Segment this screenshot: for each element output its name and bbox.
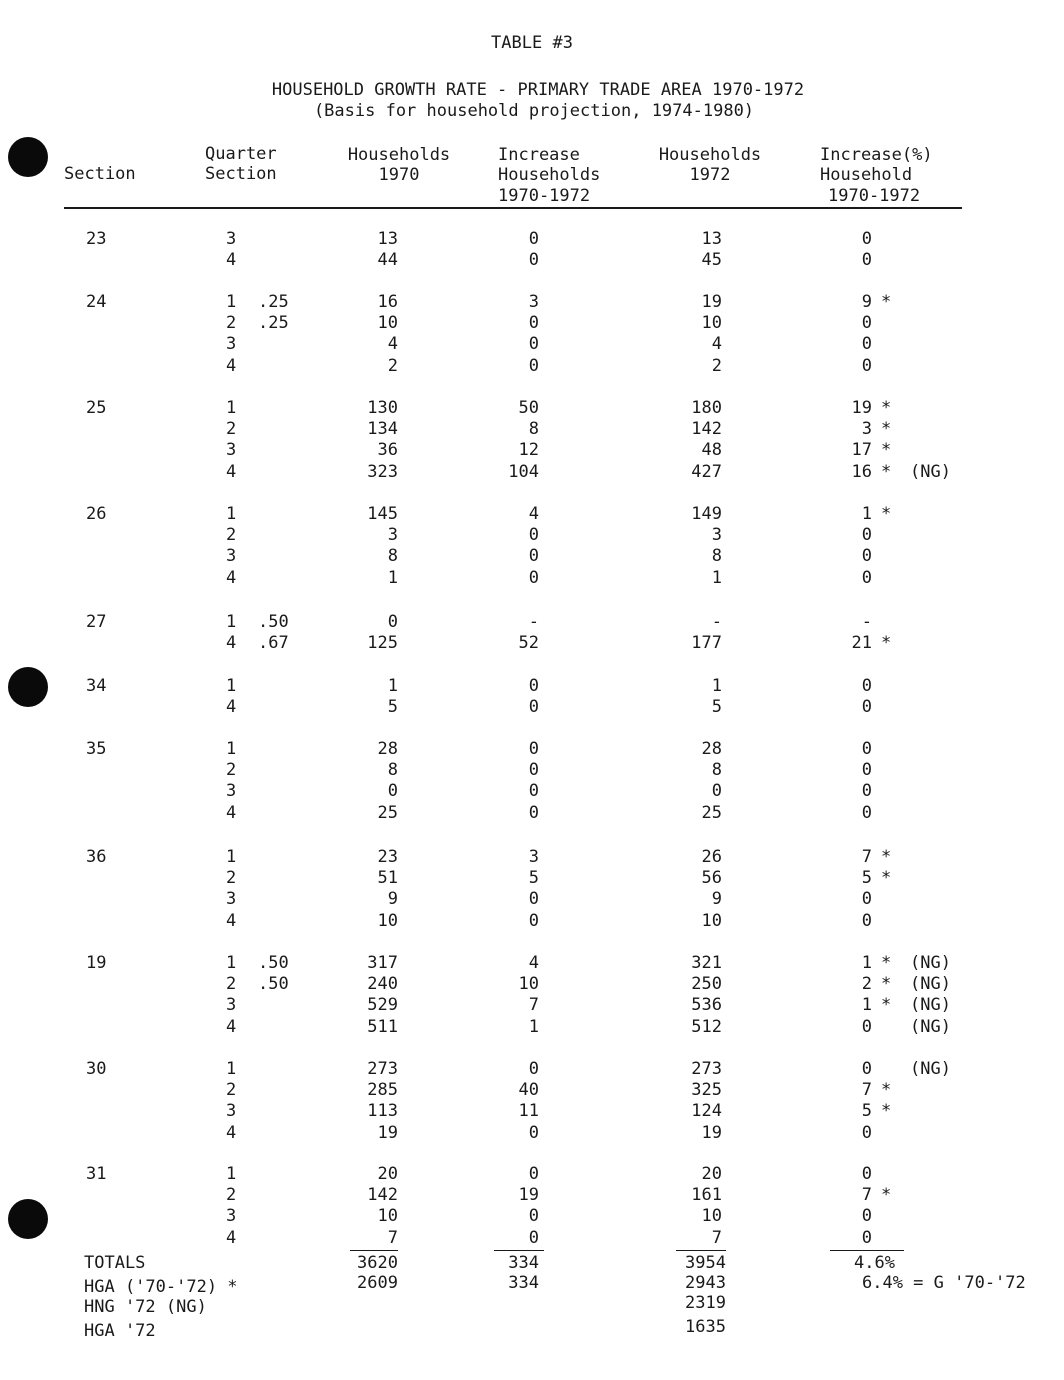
increase-cell: 0 — [528, 1123, 539, 1143]
households-1970-cell: 113 — [367, 1101, 398, 1121]
growth-asterisk: * — [881, 462, 892, 482]
punch-hole-middle — [8, 667, 48, 707]
percent-cell: 0 — [861, 568, 872, 588]
quarter-cell: 1 — [226, 292, 237, 312]
increase-cell: 10 — [518, 974, 539, 994]
increase-cell: 11 — [518, 1101, 539, 1121]
percent-cell: 3 — [861, 419, 872, 439]
percent-cell: 5 — [861, 868, 872, 888]
header-pct: Increase(%) — [820, 145, 933, 165]
households-1972-cell: 25 — [701, 803, 722, 823]
percent-cell: 0 — [861, 250, 872, 270]
section-number: 31 — [86, 1164, 107, 1184]
households-1972-cell: 3 — [711, 525, 722, 545]
section-number: 23 — [86, 229, 107, 249]
total-rule-1970 — [350, 1250, 398, 1251]
no-growth-flag: (NG) — [910, 462, 951, 482]
header-increase-3: 1970-1972 — [498, 186, 591, 206]
percent-cell: 0 — [861, 889, 872, 909]
percent-cell: 0 — [861, 1228, 872, 1248]
quarter-cell: 3 — [226, 546, 237, 566]
header-pct-2: Household — [820, 165, 913, 185]
households-1972-cell: 124 — [691, 1101, 722, 1121]
growth-asterisk: * — [881, 292, 892, 312]
header-hh1970: Households — [347, 145, 451, 165]
increase-cell: 4 — [528, 504, 539, 524]
summary-households-1970: 2609 — [357, 1273, 398, 1293]
increase-cell: 0 — [528, 356, 539, 376]
quarter-cell: 1 — [226, 504, 237, 524]
quarter-cell: 1 — [226, 398, 237, 418]
section-number: 34 — [86, 676, 107, 696]
increase-cell: 0 — [528, 1228, 539, 1248]
households-1972-cell: 13 — [701, 229, 722, 249]
section-number: 36 — [86, 847, 107, 867]
section-number: 24 — [86, 292, 107, 312]
households-1972-cell: 142 — [691, 419, 722, 439]
households-1972-cell: 4 — [711, 334, 722, 354]
increase-cell: 4 — [528, 953, 539, 973]
header-hh1972-2: 1972 — [689, 165, 731, 185]
quarter-cell: 3 — [226, 1101, 237, 1121]
households-1972-cell: 177 — [691, 633, 722, 653]
fraction-cell: .50 — [258, 974, 289, 994]
increase-cell: 50 — [518, 398, 539, 418]
households-1970-cell: 36 — [377, 440, 398, 460]
table-heading-line2: (Basis for household projection, 1974-1980) — [313, 101, 755, 121]
increase-cell: 0 — [528, 1164, 539, 1184]
header-section: Section — [64, 164, 136, 184]
quarter-cell: 2 — [226, 868, 237, 888]
quarter-cell: 1 — [226, 612, 237, 632]
quarter-cell: 3 — [226, 334, 237, 354]
increase-cell: 0 — [528, 1059, 539, 1079]
growth-asterisk: * — [881, 847, 892, 867]
quarter-cell: 3 — [226, 440, 237, 460]
households-1970-cell: 3 — [387, 525, 398, 545]
households-1972-cell: 56 — [701, 868, 722, 888]
percent-cell: 17 — [851, 440, 872, 460]
percent-cell: 0 — [861, 229, 872, 249]
quarter-cell: 2 — [226, 1080, 237, 1100]
growth-asterisk: * — [881, 953, 892, 973]
section-number: 19 — [86, 953, 107, 973]
quarter-cell: 1 — [226, 1059, 237, 1079]
percent-cell: 1 — [861, 995, 872, 1015]
quarter-cell: 3 — [226, 995, 237, 1015]
increase-cell: 0 — [528, 250, 539, 270]
percent-cell: 0 — [861, 1059, 872, 1079]
percent-cell: 1 — [861, 504, 872, 524]
percent-cell: 5 — [861, 1101, 872, 1121]
percent-cell: - — [861, 612, 872, 632]
summary-label: HGA '72 — [84, 1321, 156, 1341]
households-1970-cell: 23 — [377, 847, 398, 867]
households-1972-cell: 8 — [711, 760, 722, 780]
households-1972-cell: 161 — [691, 1185, 722, 1205]
households-1972-cell: 10 — [701, 911, 722, 931]
table-heading-line1: HOUSEHOLD GROWTH RATE - PRIMARY TRADE AREA 1970-1972 — [271, 80, 805, 100]
growth-asterisk: * — [881, 974, 892, 994]
growth-asterisk: * — [881, 419, 892, 439]
quarter-cell: 2 — [226, 974, 237, 994]
households-1970-cell: 2 — [387, 356, 398, 376]
fraction-cell: .25 — [258, 292, 289, 312]
increase-cell: 0 — [528, 739, 539, 759]
percent-cell: 0 — [861, 525, 872, 545]
section-number: 26 — [86, 504, 107, 524]
households-1970-cell: 8 — [387, 546, 398, 566]
increase-cell: 0 — [528, 1206, 539, 1226]
growth-asterisk: * — [881, 440, 892, 460]
quarter-cell: 2 — [226, 525, 237, 545]
households-1970-cell: 44 — [377, 250, 398, 270]
quarter-cell: 4 — [226, 911, 237, 931]
increase-cell: 0 — [528, 313, 539, 333]
increase-cell: 0 — [528, 803, 539, 823]
quarter-cell: 4 — [226, 356, 237, 376]
increase-cell: 0 — [528, 697, 539, 717]
households-1970-cell: 0 — [387, 612, 398, 632]
households-1972-cell: 536 — [691, 995, 722, 1015]
increase-cell: 0 — [528, 334, 539, 354]
quarter-cell: 4 — [226, 1017, 237, 1037]
households-1970-cell: 125 — [367, 633, 398, 653]
households-1970-cell: 317 — [367, 953, 398, 973]
section-number: 35 — [86, 739, 107, 759]
total-rule-pct — [830, 1250, 904, 1251]
growth-asterisk: * — [881, 1185, 892, 1205]
households-1970-cell: 5 — [387, 697, 398, 717]
households-1970-cell: 13 — [377, 229, 398, 249]
increase-cell: 5 — [528, 868, 539, 888]
increase-cell: 0 — [528, 229, 539, 249]
households-1972-cell: 273 — [691, 1059, 722, 1079]
quarter-cell: 4 — [226, 633, 237, 653]
percent-cell: 21 — [851, 633, 872, 653]
quarter-cell: 2 — [226, 419, 237, 439]
households-1970-cell: 19 — [377, 1123, 398, 1143]
percent-cell: 0 — [861, 1123, 872, 1143]
households-1972-cell: 28 — [701, 739, 722, 759]
households-1970-cell: 10 — [377, 1206, 398, 1226]
percent-cell: 0 — [861, 676, 872, 696]
households-1970-cell: 8 — [387, 760, 398, 780]
percent-cell: 0 — [861, 334, 872, 354]
section-number: 25 — [86, 398, 107, 418]
households-1970-cell: 7 — [387, 1228, 398, 1248]
percent-cell: 0 — [861, 739, 872, 759]
summary-label: HGA ('70-'72) * — [84, 1277, 238, 1297]
increase-cell: 7 — [528, 995, 539, 1015]
households-1972-cell: 19 — [701, 292, 722, 312]
quarter-cell: 4 — [226, 1228, 237, 1248]
growth-asterisk: * — [881, 868, 892, 888]
increase-cell: 0 — [528, 676, 539, 696]
increase-cell: 104 — [508, 462, 539, 482]
summary-label: TOTALS — [84, 1253, 146, 1273]
households-1972-cell: 10 — [701, 313, 722, 333]
households-1972-cell: 48 — [701, 440, 722, 460]
quarter-cell: 1 — [226, 1164, 237, 1184]
quarter-cell: 1 — [226, 676, 237, 696]
growth-asterisk: * — [881, 1101, 892, 1121]
percent-cell: 0 — [861, 781, 872, 801]
percent-cell: 2 — [861, 974, 872, 994]
households-1972-cell: 0 — [711, 781, 722, 801]
percent-cell: 7 — [861, 1080, 872, 1100]
percent-cell: 0 — [861, 760, 872, 780]
no-growth-flag: (NG) — [910, 1017, 951, 1037]
households-1970-cell: 529 — [367, 995, 398, 1015]
households-1970-cell: 20 — [377, 1164, 398, 1184]
households-1972-cell: 5 — [711, 697, 722, 717]
percent-cell: 0 — [861, 356, 872, 376]
households-1970-cell: 28 — [377, 739, 398, 759]
summary-households-1972: 2943 — [685, 1273, 726, 1293]
header-rule — [64, 207, 962, 209]
summary-households-1972: 1635 — [685, 1317, 726, 1337]
households-1972-cell: 250 — [691, 974, 722, 994]
households-1970-cell: 10 — [377, 313, 398, 333]
percent-cell: 0 — [861, 313, 872, 333]
no-growth-flag: (NG) — [910, 953, 951, 973]
households-1970-cell: 9 — [387, 889, 398, 909]
no-growth-flag: (NG) — [910, 1059, 951, 1079]
increase-cell: 8 — [528, 419, 539, 439]
summary-percent: 4.6% — [854, 1253, 895, 1273]
header-increase: Increase — [498, 145, 580, 165]
percent-cell: 0 — [861, 1017, 872, 1037]
quarter-cell: 4 — [226, 462, 237, 482]
quarter-cell: 2 — [226, 760, 237, 780]
households-1970-cell: 285 — [367, 1080, 398, 1100]
summary-households-1972: 2319 — [685, 1293, 726, 1313]
households-1970-cell: 240 — [367, 974, 398, 994]
fraction-cell: .50 — [258, 612, 289, 632]
section-number: 27 — [86, 612, 107, 632]
summary-percent: 6.4% = G '70-'72 — [862, 1273, 1026, 1293]
households-1972-cell: - — [711, 612, 722, 632]
percent-cell: 1 — [861, 953, 872, 973]
percent-cell: 0 — [861, 1206, 872, 1226]
header-hh1972: Households — [658, 145, 762, 165]
quarter-cell: 4 — [226, 250, 237, 270]
increase-cell: 0 — [528, 781, 539, 801]
section-number: 30 — [86, 1059, 107, 1079]
increase-cell: 0 — [528, 546, 539, 566]
growth-asterisk: * — [881, 504, 892, 524]
fraction-cell: .67 — [258, 633, 289, 653]
percent-cell: 0 — [861, 546, 872, 566]
percent-cell: 9 — [861, 292, 872, 312]
households-1972-cell: 20 — [701, 1164, 722, 1184]
quarter-cell: 3 — [226, 1206, 237, 1226]
households-1972-cell: 512 — [691, 1017, 722, 1037]
percent-cell: 0 — [861, 911, 872, 931]
households-1970-cell: 4 — [387, 334, 398, 354]
increase-cell: 12 — [518, 440, 539, 460]
summary-increase: 334 — [508, 1253, 539, 1273]
increase-cell: 40 — [518, 1080, 539, 1100]
households-1970-cell: 51 — [377, 868, 398, 888]
increase-cell: - — [528, 612, 539, 632]
percent-cell: 7 — [861, 1185, 872, 1205]
summary-label: HNG '72 (NG) — [84, 1297, 207, 1317]
households-1970-cell: 1 — [387, 676, 398, 696]
total-rule-1972 — [676, 1250, 726, 1251]
header-quarter-2: Section — [205, 164, 277, 184]
percent-cell: 0 — [861, 1164, 872, 1184]
increase-cell: 0 — [528, 911, 539, 931]
households-1972-cell: 26 — [701, 847, 722, 867]
households-1972-cell: 427 — [691, 462, 722, 482]
increase-cell: 19 — [518, 1185, 539, 1205]
percent-cell: 7 — [861, 847, 872, 867]
households-1970-cell: 145 — [367, 504, 398, 524]
households-1970-cell: 1 — [387, 568, 398, 588]
households-1972-cell: 1 — [711, 676, 722, 696]
households-1972-cell: 7 — [711, 1228, 722, 1248]
households-1972-cell: 1 — [711, 568, 722, 588]
households-1970-cell: 273 — [367, 1059, 398, 1079]
percent-cell: 16 — [851, 462, 872, 482]
households-1972-cell: 10 — [701, 1206, 722, 1226]
summary-increase: 334 — [508, 1273, 539, 1293]
increase-cell: 0 — [528, 568, 539, 588]
percent-cell: 0 — [861, 697, 872, 717]
increase-cell: 52 — [518, 633, 539, 653]
header-hh1970-2: 1970 — [378, 165, 420, 185]
header-increase-2: Households — [498, 165, 601, 185]
households-1970-cell: 134 — [367, 419, 398, 439]
punch-hole-bottom — [8, 1199, 48, 1239]
quarter-cell: 3 — [226, 229, 237, 249]
households-1972-cell: 2 — [711, 356, 722, 376]
quarter-cell: 1 — [226, 953, 237, 973]
summary-households-1972: 3954 — [685, 1253, 726, 1273]
quarter-cell: 4 — [226, 1123, 237, 1143]
quarter-cell: 4 — [226, 697, 237, 717]
households-1972-cell: 45 — [701, 250, 722, 270]
households-1972-cell: 19 — [701, 1123, 722, 1143]
households-1970-cell: 25 — [377, 803, 398, 823]
fraction-cell: .25 — [258, 313, 289, 333]
table-title: TABLE #3 — [491, 33, 573, 53]
growth-asterisk: * — [881, 633, 892, 653]
summary-households-1970: 3620 — [357, 1253, 398, 1273]
increase-cell: 0 — [528, 889, 539, 909]
punch-hole-top — [8, 137, 48, 177]
percent-cell: 0 — [861, 803, 872, 823]
households-1972-cell: 8 — [711, 546, 722, 566]
households-1972-cell: 321 — [691, 953, 722, 973]
households-1970-cell: 130 — [367, 398, 398, 418]
no-growth-flag: (NG) — [910, 974, 951, 994]
increase-cell: 0 — [528, 760, 539, 780]
households-1972-cell: 180 — [691, 398, 722, 418]
increase-cell: 3 — [528, 847, 539, 867]
header-pct-3: 1970-1972 — [828, 186, 921, 206]
quarter-cell: 2 — [226, 313, 237, 333]
header-quarter: Quarter — [205, 144, 277, 164]
households-1970-cell: 16 — [377, 292, 398, 312]
percent-cell: 19 — [851, 398, 872, 418]
households-1970-cell: 323 — [367, 462, 398, 482]
quarter-cell: 3 — [226, 889, 237, 909]
households-1972-cell: 325 — [691, 1080, 722, 1100]
growth-asterisk: * — [881, 995, 892, 1015]
fraction-cell: .50 — [258, 953, 289, 973]
total-rule-increase — [494, 1250, 544, 1251]
growth-asterisk: * — [881, 1080, 892, 1100]
quarter-cell: 4 — [226, 568, 237, 588]
households-1972-cell: 9 — [711, 889, 722, 909]
quarter-cell: 1 — [226, 739, 237, 759]
quarter-cell: 2 — [226, 1185, 237, 1205]
households-1970-cell: 511 — [367, 1017, 398, 1037]
growth-asterisk: * — [881, 398, 892, 418]
no-growth-flag: (NG) — [910, 995, 951, 1015]
households-1970-cell: 142 — [367, 1185, 398, 1205]
increase-cell: 3 — [528, 292, 539, 312]
households-1970-cell: 0 — [387, 781, 398, 801]
increase-cell: 0 — [528, 525, 539, 545]
households-1972-cell: 149 — [691, 504, 722, 524]
increase-cell: 1 — [528, 1017, 539, 1037]
quarter-cell: 3 — [226, 781, 237, 801]
quarter-cell: 1 — [226, 847, 237, 867]
households-1970-cell: 10 — [377, 911, 398, 931]
quarter-cell: 4 — [226, 803, 237, 823]
